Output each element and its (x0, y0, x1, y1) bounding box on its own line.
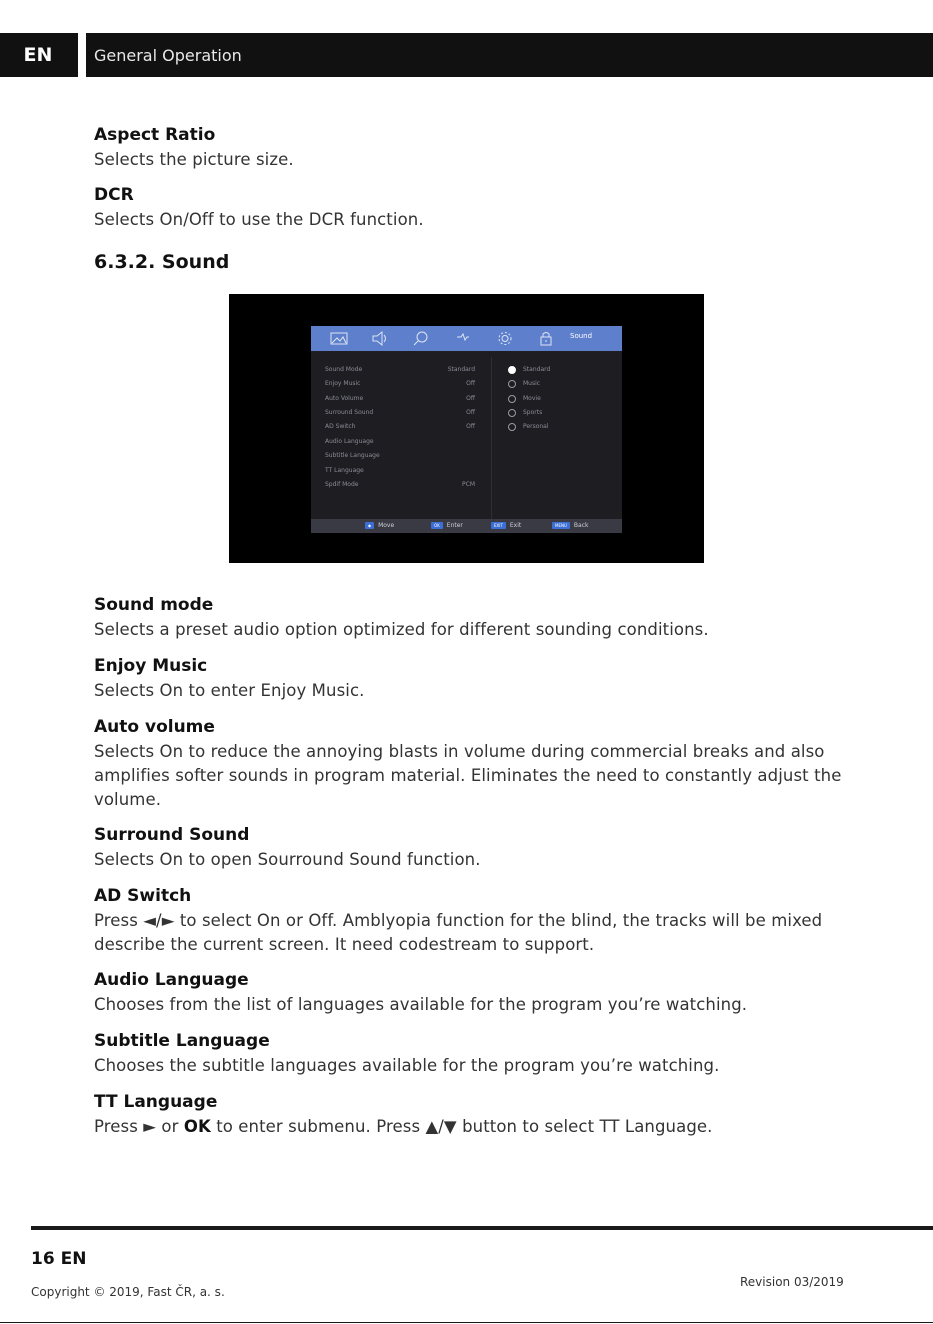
item-tt-language (94, 1091, 854, 1139)
item-text: Chooses the subtitle languages available for the program you’re watching. (94, 1056, 720, 1075)
row-label: Auto Volume (325, 395, 364, 402)
footer-label: Enter (446, 522, 463, 529)
option-label: Sports (523, 409, 543, 416)
option-label: Music (523, 380, 541, 387)
row-label: Spdif Mode (325, 481, 359, 488)
item-text: Selects On/Off to use the DCR function. (94, 210, 424, 229)
item-text: Chooses from the list of languages available for the program you’re watching. (94, 995, 748, 1014)
row-label: Sound Mode (325, 366, 363, 373)
active-menu-title: Sound (570, 332, 593, 340)
header-bar (0, 33, 933, 77)
picture-icon[interactable] (329, 330, 349, 347)
item-heading: Aspect Ratio (94, 125, 216, 145)
menu-row-enjoy-music[interactable] (325, 377, 475, 391)
menu-row-ad-switch[interactable] (325, 420, 475, 434)
row-value: Standard (447, 366, 475, 373)
item-text: Selects a preset audio option optimized for different sounding conditions. (94, 620, 709, 639)
item-audio-language (94, 969, 854, 1017)
row-label: TT Language (325, 467, 364, 474)
item-heading: Enjoy Music (94, 656, 208, 676)
menu-key-icon: MENU (552, 522, 570, 529)
sound-menu (311, 326, 622, 533)
copyright: Copyright © 2019, Fast ČR, a. s. (31, 1285, 225, 1299)
item-sound-mode (94, 594, 854, 642)
menu-footer (311, 519, 622, 533)
text-line: Selects On to reduce the annoying blasts in volume during commercial breaks and also (94, 742, 825, 761)
tv-screen (229, 294, 704, 563)
radio-icon (508, 409, 516, 417)
item-text: Selects On to enter Enjoy Music. (94, 681, 365, 700)
text-line: amplifies softer sounds in program material. Eliminates the need to constantly adjust the (94, 766, 842, 785)
item-heading: DCR (94, 185, 134, 205)
item-surround-sound (94, 824, 854, 872)
item-enjoy-music (94, 655, 854, 703)
text-line: volume. (94, 790, 162, 809)
footer-rule (31, 1226, 933, 1230)
bottom-rule (0, 1322, 933, 1323)
menu-divider (491, 357, 492, 519)
item-text: Selects On to open Sourround Sound function. (94, 850, 481, 869)
radio-icon (508, 380, 516, 388)
row-value: Off (466, 423, 475, 430)
search-icon[interactable] (411, 330, 431, 347)
footer-enter (431, 522, 463, 530)
footer-label: Back (573, 522, 589, 529)
item-heading: Auto volume (94, 717, 215, 737)
chapter-title: General Operation (94, 46, 242, 65)
header-separator (78, 33, 86, 77)
channel-icon[interactable] (453, 330, 473, 347)
menu-row-subtitle-language[interactable] (325, 449, 475, 463)
move-key-icon: ◆ (365, 522, 374, 529)
row-label: Subtitle Language (325, 452, 380, 459)
menu-row-surround-sound[interactable] (325, 406, 475, 420)
item-heading: AD Switch (94, 886, 192, 906)
radio-icon (508, 423, 516, 431)
item-text (94, 909, 854, 957)
item-text (94, 1115, 854, 1139)
item-subtitle-language (94, 1030, 854, 1078)
language-tab: EN (23, 44, 53, 66)
ok-key-icon: OK (431, 522, 443, 529)
text-part: to enter submenu. Press ▲/▼ button to select TT Language. (210, 1117, 713, 1136)
footer-label: Exit (509, 522, 522, 529)
menu-row-spdif-mode[interactable] (325, 478, 475, 492)
item-heading: Subtitle Language (94, 1031, 270, 1051)
item-dcr (94, 184, 854, 232)
text-line: Press ◄/► to select On or Off. Amblyopia function for the blind, the tracks will be mixed (94, 911, 823, 930)
menu-row-tt-language[interactable] (325, 464, 475, 478)
radio-selected-icon (508, 366, 516, 374)
row-label: AD Switch (325, 423, 356, 430)
page-number: 16 EN (31, 1249, 87, 1269)
row-label: Enjoy Music (325, 380, 361, 387)
option-label: Personal (523, 423, 549, 430)
footer-label: Move (378, 522, 395, 529)
footer-exit (491, 522, 521, 530)
footer-back (552, 522, 588, 530)
row-value: Off (466, 409, 475, 416)
text-line: describe the current screen. It need codestream to support. (94, 935, 595, 954)
exit-key-icon: EXIT (491, 522, 506, 529)
lock-icon[interactable] (536, 330, 556, 347)
menu-row-audio-language[interactable] (325, 435, 475, 449)
row-label: Audio Language (325, 438, 374, 445)
option-label: Movie (523, 395, 541, 402)
menu-tab-bar (311, 326, 622, 351)
row-value: PCM (462, 481, 475, 488)
row-value: Off (466, 395, 475, 402)
menu-row-sound-mode[interactable] (325, 363, 475, 377)
item-heading: Surround Sound (94, 825, 250, 845)
section-title: 6.3.2. Sound (94, 251, 230, 273)
menu-row-auto-volume[interactable] (325, 392, 475, 406)
item-heading: Audio Language (94, 970, 249, 990)
revision: Revision 03/2019 (740, 1275, 844, 1289)
speaker-icon[interactable] (370, 330, 390, 347)
gear-icon[interactable] (495, 330, 515, 347)
radio-icon (508, 395, 516, 403)
item-auto-volume (94, 716, 854, 812)
item-ad-switch (94, 885, 854, 957)
ok-key-text: OK (183, 1117, 211, 1136)
item-heading: Sound mode (94, 595, 214, 615)
item-aspect-ratio (94, 124, 854, 172)
footer-move (365, 522, 394, 530)
item-text (94, 740, 854, 812)
option-label: Standard (523, 366, 551, 373)
row-value: Off (466, 380, 475, 387)
row-label: Surround Sound (325, 409, 374, 416)
item-heading: TT Language (94, 1092, 218, 1112)
item-text: Selects the picture size. (94, 150, 294, 169)
text-part: Press ► or (94, 1117, 184, 1136)
